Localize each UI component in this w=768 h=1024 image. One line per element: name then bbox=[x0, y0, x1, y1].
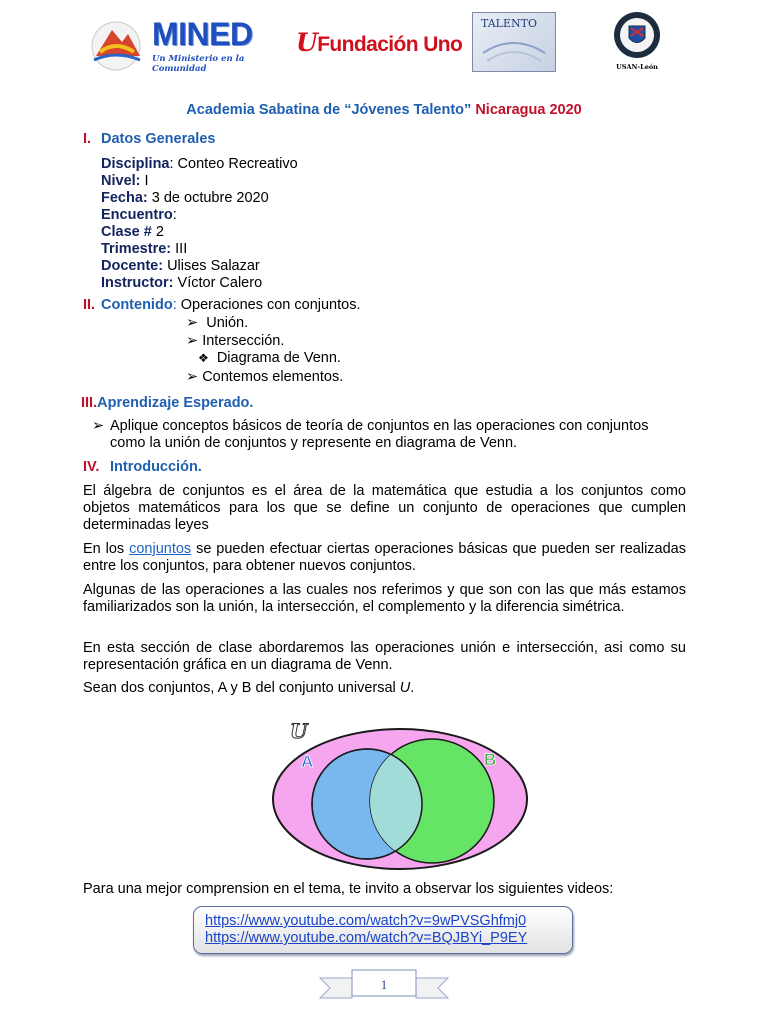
paragraph-text: . bbox=[410, 680, 415, 696]
paragraph-text: Sean dos conjuntos, A y B del conjunto universal bbox=[83, 680, 400, 696]
row-label: Nivel: bbox=[101, 173, 141, 189]
intro-paragraph: Algunas de las operaciones a las cuales nos referimos y que son con las que más estamos familiarizados son la unión, la intersección, el complemento y la diferencia simétrica. bbox=[83, 582, 686, 615]
video-link[interactable]: https://www.youtube.com/watch?v=BQJBYi_P9EY bbox=[205, 930, 528, 946]
diamond-bullet-icon: ❖ bbox=[198, 351, 209, 365]
section-iv-heading bbox=[83, 459, 202, 476]
talento-text: TALENTO bbox=[481, 17, 537, 30]
venn-diagram-svg bbox=[270, 716, 530, 871]
page-number-footer bbox=[0, 968, 768, 1008]
fundacion-uno-text: Fundación Uno bbox=[317, 33, 463, 56]
intro-paragraph bbox=[83, 680, 414, 697]
talento-logo bbox=[472, 12, 556, 72]
row-value: 3 de octubre 2020 bbox=[147, 190, 269, 206]
row-value: I bbox=[140, 173, 149, 189]
video-link[interactable]: https://www.youtube.com/watch?v=9wPVSGhfmj0 bbox=[205, 913, 527, 929]
row-sep: : bbox=[169, 156, 174, 172]
general-data-row bbox=[101, 190, 298, 207]
arrow-bullet-icon: ➢ bbox=[186, 333, 199, 349]
arrow-bullet-icon: ➢ bbox=[186, 315, 199, 331]
usan-leon-seal bbox=[612, 10, 662, 74]
intro-paragraph bbox=[83, 541, 686, 575]
list-item bbox=[186, 315, 248, 332]
general-data-row bbox=[101, 241, 298, 258]
list-item bbox=[198, 350, 341, 367]
row-label: Clase # bbox=[101, 224, 152, 240]
section-iii-heading bbox=[81, 395, 253, 412]
row-value: Ulises Salazar bbox=[163, 258, 260, 274]
section-ii-number: II. bbox=[83, 297, 96, 313]
section-ii-text: Operaciones con conjuntos. bbox=[176, 297, 361, 313]
universe-label: U bbox=[290, 719, 308, 743]
list-item-text: Contemos elementos. bbox=[202, 369, 344, 385]
title-year: Nicaragua 2020 bbox=[475, 102, 582, 118]
row-value: 2 bbox=[151, 224, 164, 240]
section-ii-title: Contenido bbox=[101, 297, 173, 313]
mined-wordmark: MINED bbox=[152, 16, 253, 52]
arrow-bullet-icon: ➢ bbox=[92, 418, 105, 434]
learning-objective bbox=[110, 418, 690, 452]
general-data-row bbox=[101, 156, 298, 173]
fundacion-uno-logo: UFundación Uno bbox=[296, 28, 463, 57]
section-ii-colon: : bbox=[172, 297, 177, 313]
row-label: Docente: bbox=[101, 258, 164, 274]
list-item-text: Diagrama de Venn. bbox=[216, 350, 341, 366]
row-label: Disciplina bbox=[101, 156, 170, 172]
list-item-text: Unión. bbox=[206, 315, 249, 331]
universe-symbol: U bbox=[399, 680, 411, 696]
intro-paragraph: En esta sección de clase abordaremos las operaciones unión e intersección, asi como su representación gráfica en un diagrama de Venn. bbox=[83, 640, 686, 673]
talento-emblem-icon bbox=[473, 13, 555, 71]
general-data-row bbox=[101, 224, 298, 241]
video-links-box bbox=[193, 906, 573, 954]
list-item bbox=[92, 418, 104, 435]
section-i-heading bbox=[83, 131, 216, 148]
section-iv-number: IV. bbox=[83, 459, 100, 475]
list-item bbox=[186, 333, 284, 350]
intro-paragraph: El álgebra de conjuntos es el área de la matemática que estudia a los conjuntos como objetos matemáticos para los que se define un conjunto de operaciones que cumplen determinadas leyes bbox=[83, 483, 686, 533]
paragraph-text: En los bbox=[83, 541, 130, 557]
section-i-title: Datos Generales bbox=[101, 131, 216, 147]
paragraph-text: se pueden efectuar ciertas operaciones básicas que pueden ser realizadas entre los conjuntos, para obtener nuevos conjuntos. bbox=[83, 541, 686, 574]
title-academia: Academia Sabatina de “Jóvenes Talento” bbox=[186, 102, 472, 118]
page-number: 1 bbox=[380, 977, 388, 992]
section-iii-number: III. bbox=[81, 395, 98, 411]
section-iv-title: Introducción. bbox=[110, 459, 202, 475]
list-item-text: Intersección. bbox=[202, 333, 285, 349]
row-label: Trimestre: bbox=[101, 241, 172, 257]
general-data-row bbox=[101, 173, 298, 190]
venn-diagram bbox=[270, 716, 530, 871]
general-data-row bbox=[101, 275, 298, 292]
page-number-ribbon bbox=[0, 968, 768, 1008]
row-value: III bbox=[171, 241, 188, 257]
usan-label: USAN-León bbox=[616, 63, 658, 71]
row-label: Encuentro bbox=[101, 207, 173, 223]
mined-emblem-icon bbox=[82, 12, 152, 72]
conjuntos-link[interactable]: conjuntos bbox=[129, 541, 192, 557]
section-iii-title: Aprendizaje Esperado. bbox=[97, 395, 254, 411]
list-item bbox=[186, 369, 343, 386]
mined-slogan: Un Ministerio en la Comunidad bbox=[152, 54, 245, 74]
row-value: Víctor Calero bbox=[173, 275, 263, 291]
general-data-list bbox=[101, 156, 298, 292]
general-data-row bbox=[101, 207, 298, 224]
objective-line: Aplique conceptos básicos de teoría de conjuntos en las operaciones con conjuntos bbox=[110, 418, 649, 434]
general-data-row bbox=[101, 258, 298, 275]
set-a-label: A bbox=[301, 752, 314, 771]
row-value: Conteo Recreativo bbox=[173, 156, 298, 172]
objective-line: como la unión de conjuntos y represente en diagrama de Venn. bbox=[110, 435, 518, 451]
university-seal-icon bbox=[612, 10, 662, 64]
arrow-bullet-icon: ➢ bbox=[186, 369, 199, 385]
page-title bbox=[0, 102, 768, 118]
mined-logo bbox=[82, 12, 257, 72]
videos-intro: Para una mejor comprension en el tema, te invito a observar los siguientes videos: bbox=[83, 881, 614, 897]
row-sep: : bbox=[172, 207, 177, 223]
section-ii-heading bbox=[83, 297, 361, 314]
row-label: Fecha: bbox=[101, 190, 148, 206]
set-b-label: B bbox=[484, 750, 497, 769]
row-label: Instructor: bbox=[101, 275, 174, 291]
section-i-number: I. bbox=[83, 131, 92, 147]
